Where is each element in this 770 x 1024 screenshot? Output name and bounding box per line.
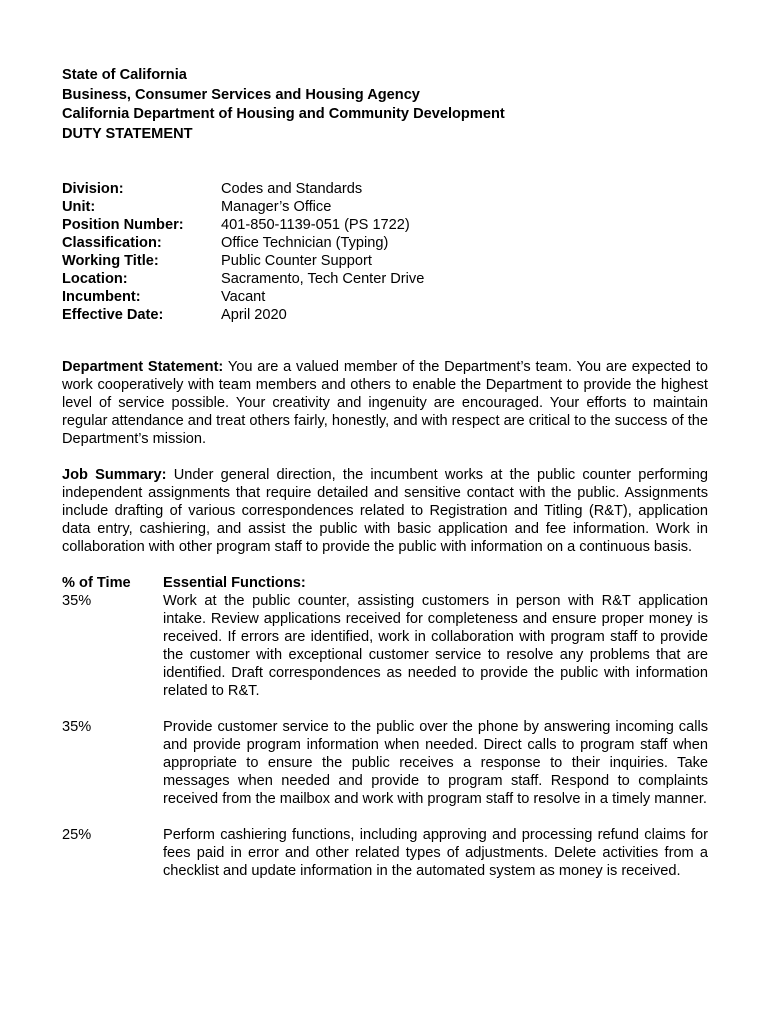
function-text: Provide customer service to the public over the phone by answering incoming calls and provide program information when needed. Direct calls to program staff when appropriate to ensure the public receives a response to their inquiries. Take messages when needed and provide to program staff. Respond to complaints received from the mailbox and work with program staff to resolve in a timely manner. — [163, 719, 708, 807]
essential-functions-header: Essential Functions: — [163, 575, 306, 591]
function-item — [62, 826, 708, 880]
department-statement — [62, 358, 708, 448]
field-working-title — [62, 252, 424, 270]
function-percent: 35% — [62, 719, 92, 735]
field-division — [62, 180, 424, 198]
job-summary-text: Under general direction, the incumbent works at the public counter performing independent assignments that require detailed and sensitive contact with the public. Assignments include drafting of various correspondences related to Registration and Titling (R&T), application data entry, cashiering, and assist the public with basic application and fee information. Work in collaboration with other program staff to provide the public with information on a continuous basis. — [62, 467, 709, 555]
field-value: Vacant — [221, 289, 266, 305]
field-label: Effective Date: — [62, 307, 164, 323]
function-item — [62, 592, 708, 700]
header-department: California Department of Housing and Community Development — [62, 106, 505, 122]
function-percent: 25% — [62, 827, 92, 843]
function-text: Perform cashiering functions, including approving and processing refund claims for fees paid in error and other related types of adjustments. Delete activities from a checklist and update information in the automated system as money is received. — [163, 827, 708, 879]
document-title: DUTY STATEMENT — [62, 125, 193, 142]
field-label: Classification: — [62, 235, 162, 251]
job-summary-label: Job Summary: — [62, 467, 167, 483]
field-value: Codes and Standards — [221, 181, 363, 197]
header-agency: Business, Consumer Services and Housing Agency — [62, 86, 420, 103]
functions-header — [62, 574, 708, 592]
field-location — [62, 270, 424, 288]
field-label: Incumbent: — [62, 289, 141, 305]
field-label: Position Number: — [62, 217, 184, 233]
department-statement-label: Department Statement: — [62, 359, 224, 375]
field-effective-date — [62, 306, 424, 324]
function-text: Work at the public counter, assisting customers in person with R&T application intake. Review applications received for completeness and ensure proper money is received. If errors are identified, work in collaboration with program staff to provide the customer with exceptional customer service to resolve any problems that are identified. Draft correspondences as needed to provide the public with information related to R&T. — [163, 593, 708, 699]
position-fields — [62, 180, 424, 324]
field-value: 401-850-1139-051 (PS 1722) — [221, 217, 410, 233]
department-statement-text: You are a valued member of the Department’s team. You are expected to work cooperatively with team members and others to enable the Department to provide the highest level of service possible. Your creativity and ingenuity are encouraged. Your efforts to maintain regular attendance and treat others fairly, honestly, and with respect are critical to the success of the Department’s mission. — [62, 359, 708, 447]
field-value: Public Counter Support — [221, 253, 372, 269]
field-value: April 2020 — [221, 307, 287, 323]
essential-functions — [62, 574, 708, 880]
function-item — [62, 718, 708, 808]
field-position-number — [62, 216, 424, 234]
field-label: Unit: — [62, 199, 96, 215]
percent-time-header: % of Time — [62, 575, 131, 591]
header-state: State of California — [62, 67, 187, 83]
job-summary — [62, 466, 708, 556]
field-unit — [62, 198, 424, 216]
function-percent: 35% — [62, 593, 92, 609]
field-label: Working Title: — [62, 253, 159, 269]
field-label: Location: — [62, 271, 128, 287]
field-value: Manager’s Office — [221, 199, 332, 215]
field-value: Office Technician (Typing) — [221, 235, 389, 251]
document-header — [62, 66, 505, 144]
field-incumbent — [62, 288, 424, 306]
field-classification — [62, 234, 424, 252]
field-label: Division: — [62, 181, 124, 197]
field-value: Sacramento, Tech Center Drive — [221, 271, 425, 287]
